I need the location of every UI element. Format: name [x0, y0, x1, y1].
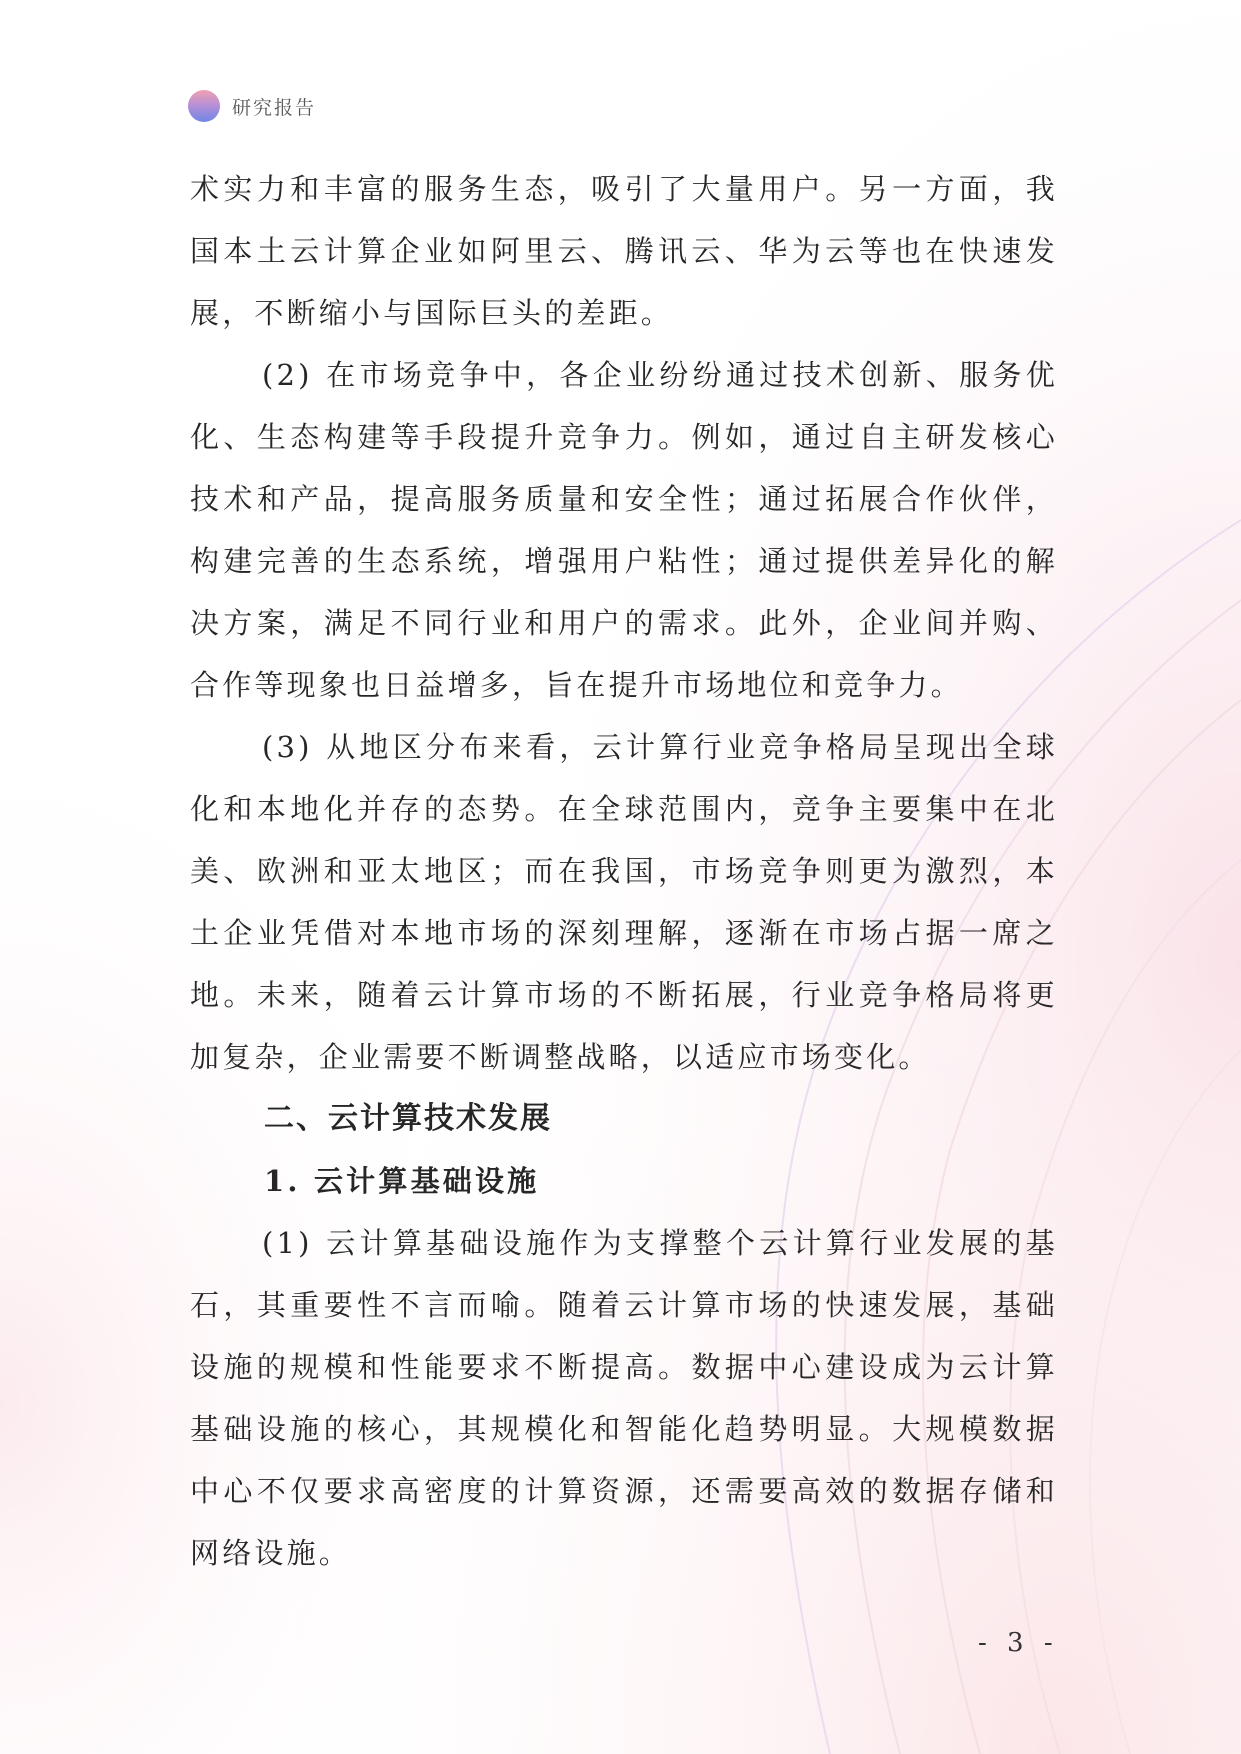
document-body	[190, 158, 1058, 1584]
paragraph-3: (3) 从地区分布来看，云计算行业竞争格局呈现出全球化和本地化并存的态势。在全球范围内，竞争主要集中在北美、欧洲和亚太地区；而在我国，市场竞争则更为激烈，本土企业凭借对本地市场的深刻理解，逐渐在市场占据一席之地。未来，随着云计算市场的不断拓展，行业竞争格局将更加复杂，企业需要不断调整战略，以适应市场变化。	[190, 730, 1058, 1074]
logo-circle-icon	[188, 90, 220, 122]
paragraph-section-1: (1) 云计算基础设施作为支撑整个云计算行业发展的基石，其重要性不言而喻。随着云计算市场的快速发展，基础设施的规模和性能要求不断提高。数据中心建设成为云计算基础设施的核心，其规模化和智能化趋势明显。大规模数据中心不仅要求高密度的计算资源，还需要高效的数据存储和网络设施。	[190, 1226, 1058, 1570]
report-header-title: 研究报告	[232, 96, 317, 119]
subsection-heading: 1. 云计算基础设施	[264, 1164, 540, 1198]
paragraph-2: (2) 在市场竞争中，各企业纷纷通过技术创新、服务优化、生态构建等手段提升竞争力。例如，通过自主研发核心技术和产品，提高服务质量和安全性；通过拓展合作伙伴，构建完善的生态系统，增强用户粘性；通过提供差异化的解决方案，满足不同行业和用户的需求。此外，企业间并购、合作等现象也日益增多，旨在提升市场地位和竞争力。	[190, 358, 1058, 702]
section-heading: 二、云计算技术发展	[264, 1101, 552, 1136]
report-header	[188, 88, 316, 124]
paragraph-continued: 术实力和丰富的服务生态，吸引了大量用户。另一方面，我国本土云计算企业如阿里云、腾讯云、华为云等也在快速发展，不断缩小与国际巨头的差距。	[190, 172, 1058, 330]
page-number: - 3 -	[978, 1628, 1059, 1658]
